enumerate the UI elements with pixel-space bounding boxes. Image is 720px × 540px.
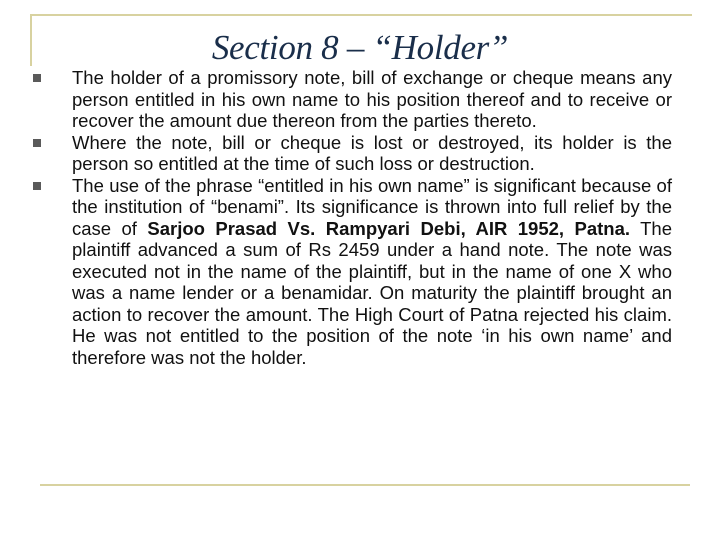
bullet-text [72, 175, 672, 369]
square-bullet-icon [33, 182, 41, 190]
bullet-text-after: The plaintiff advanced a sum of Rs 2459 under a hand note. The note was executed not in the name of the plaintiff, but in the name of one X who was a name lender or a benamidar. On maturity the plaintiff brought an action to recover the amount. The High Court of Patna rejected his claim. He was not entitled to the position of the note ‘in his own name’ and therefore was not the holder. [72, 217, 672, 368]
bullet-text: The holder of a promissory note, bill of exchange or cheque means any person entitled in his own name to his position thereof and to receive or recover the amount due thereon from the parties thereto. [72, 67, 672, 131]
decor-top-rule [30, 14, 692, 16]
slide-title: Section 8 – “Holder” [211, 28, 509, 67]
bullet-list [32, 67, 672, 368]
bullet-item-benami-case [32, 175, 672, 369]
bullet-text-before: The use of the phrase “entitled in his own name” is significant because of the institution of “benami”. Its significance is thrown into full relief by the case of [72, 174, 672, 239]
bullet-text: Where the note, bill or cheque is lost or destroyed, its holder is the person so entitled at the time of such loss or destruction. [72, 131, 672, 174]
bullet-item-lost-destroyed [32, 132, 672, 175]
bullet-item-holder-definition [32, 67, 672, 132]
square-bullet-icon [33, 139, 41, 147]
square-bullet-icon [33, 74, 41, 82]
decor-bottom-rule [40, 484, 690, 486]
case-citation: Sarjoo Prasad Vs. Rampyari Debi, AIR 1952, Patna. [147, 217, 631, 239]
